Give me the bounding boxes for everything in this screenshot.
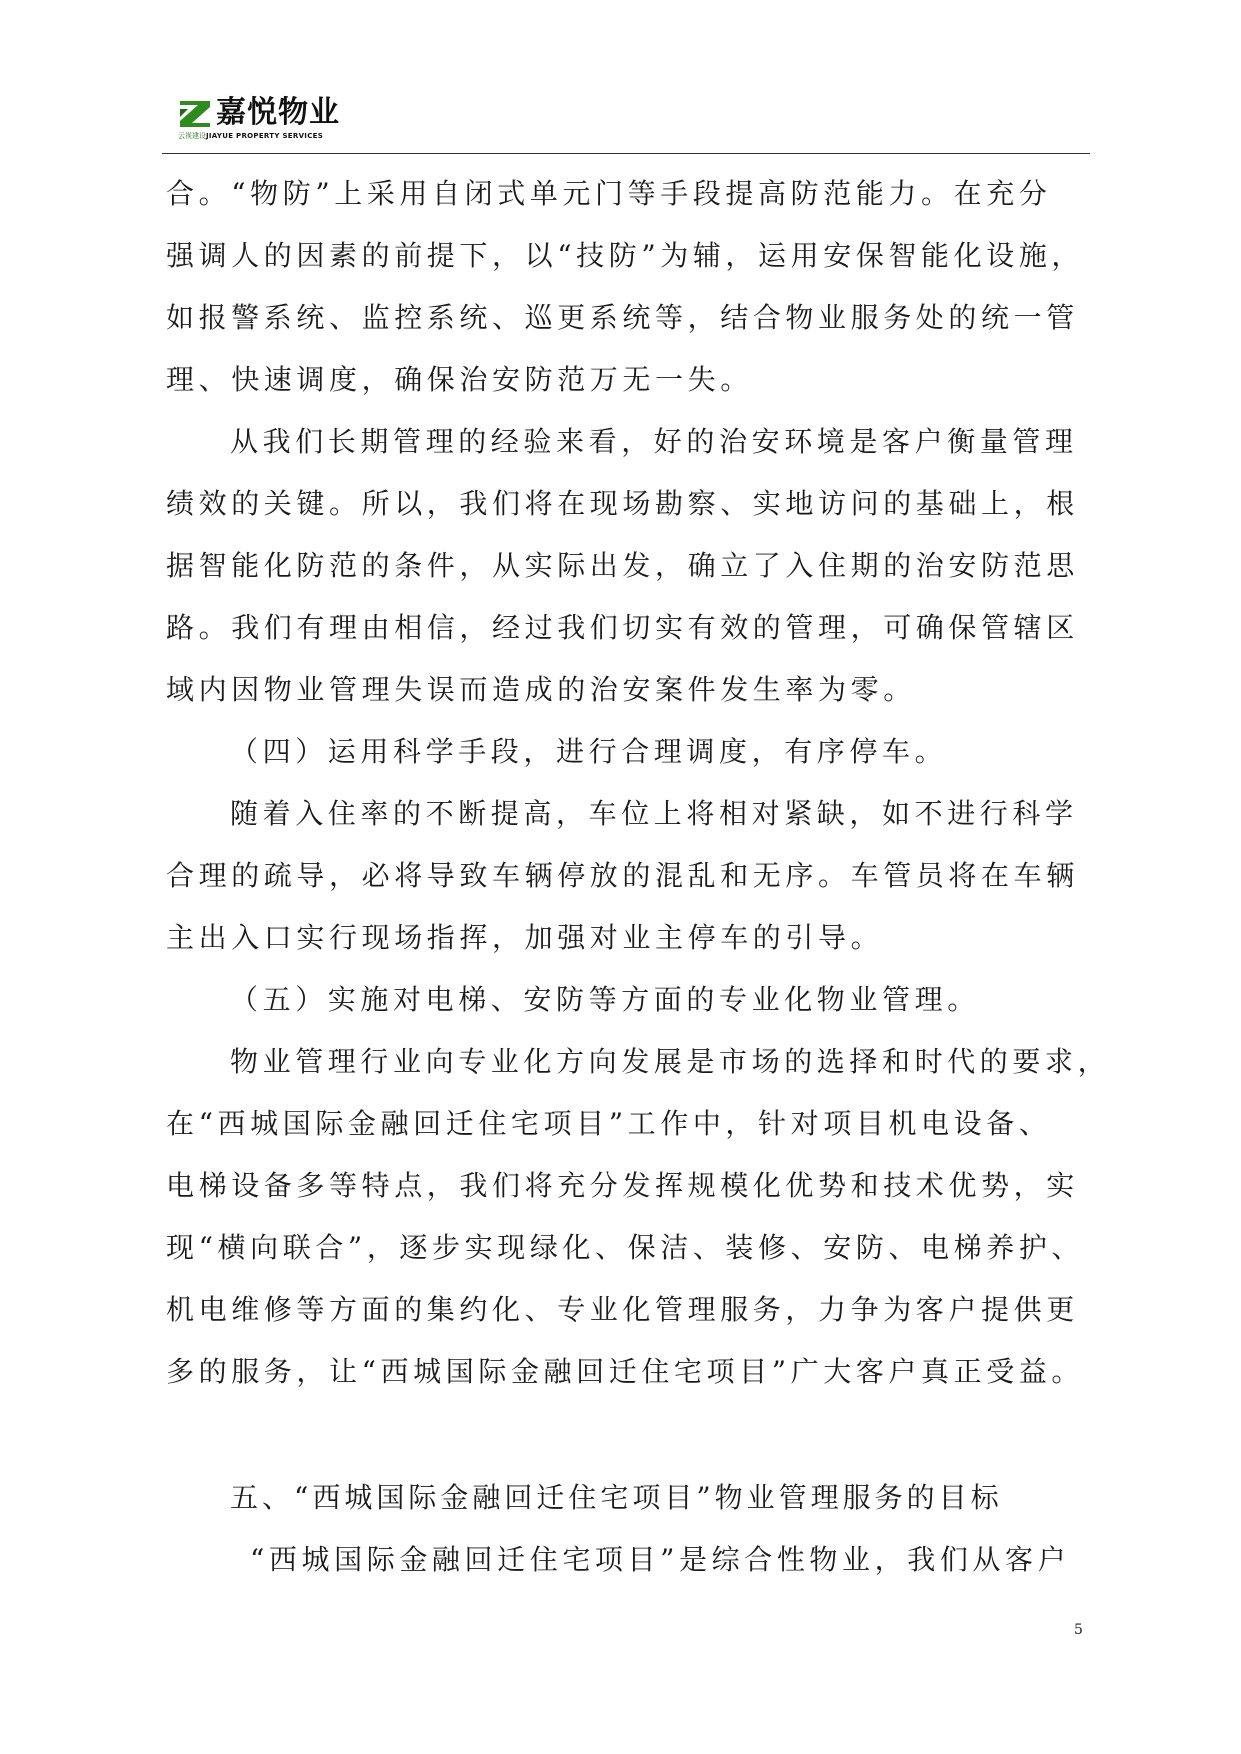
company-logo-subtext-cn: 云视建设 <box>178 132 206 140</box>
company-logo-text: 嘉悦物业 <box>216 95 340 130</box>
body-text-line: “西城国际金融回迁住宅项目”是综合性物业，我们从客户 <box>250 1543 1071 1576</box>
body-text-line: 如报警系统、监控系统、巡更系统等，结合物业服务处的统一管 <box>166 301 1079 334</box>
chapter-heading: 五、“西城国际金融回迁住宅项目”物业管理服务的目标 <box>230 1481 1003 1514</box>
body-text-line: 随着入住率的不断提高，车位上将相对紧缺，如不进行科学 <box>230 797 1078 830</box>
body-text-line: 现“横向联合”，逐步实现绿化、保洁、装修、安防、电梯养护、 <box>166 1231 1085 1264</box>
body-text-line: 合理的疏导，必将导致车辆停放的混乱和无序。车管员将在车辆 <box>166 859 1079 892</box>
page-header <box>178 95 378 143</box>
section-heading: （五）实施对电梯、安防等方面的专业化物业管理。 <box>230 983 980 1016</box>
body-text-line: 路。我们有理由相信，经过我们切实有效的管理，可确保管辖区 <box>166 611 1079 644</box>
body-text-line: 据智能化防范的条件，从实际出发，确立了入住期的治安防范思 <box>166 549 1079 582</box>
page-number: 5 <box>1074 1622 1083 1638</box>
body-text-line: 电梯设备多等特点，我们将充分发挥规模化优势和技术优势，实 <box>166 1169 1079 1202</box>
body-text-line: 域内因物业管理失误而造成的治安案件发生率为零。 <box>166 673 916 706</box>
body-text-line: 理、快速调度，确保治安防范万无一失。 <box>166 363 753 396</box>
body-text-line: 在“西城国际金融回迁住宅项目”工作中，针对项目机电设备、 <box>166 1107 1052 1140</box>
body-text-line: 主出入口实行现场指挥，加强对业主停车的引导。 <box>166 921 884 954</box>
company-logo-subtext-en: JIAYUE PROPERTY SERVICES <box>206 132 324 140</box>
body-text-line: 从我们长期管理的经验来看，好的治安环境是客户衡量管理 <box>230 425 1078 458</box>
section-heading: （四）运用科学手段，进行合理调度，有序停车。 <box>230 735 948 768</box>
body-text-line: 合。“物防”上采用自闭式单元门等手段提高防范能力。在充分 <box>166 177 1052 210</box>
body-text-line: 强调人的因素的前提下，以“技防”为辅，运用安保智能化设施， <box>166 239 1085 272</box>
body-text-line: 绩效的关键。所以，我们将在现场勘察、实地访问的基础上，根 <box>166 487 1079 520</box>
body-text-line: 机电维修等方面的集约化、专业化管理服务，力争为客户提供更 <box>166 1293 1079 1326</box>
jiayue-logo-icon <box>178 99 212 129</box>
body-text-line: 多的服务，让“西城国际金融回迁住宅项目”广大客户真正受益。 <box>166 1355 1085 1388</box>
body-text-line: 物业管理行业向专业化方向发展是市场的选择和时代的要求， <box>230 1045 1111 1078</box>
header-divider <box>162 153 1090 154</box>
